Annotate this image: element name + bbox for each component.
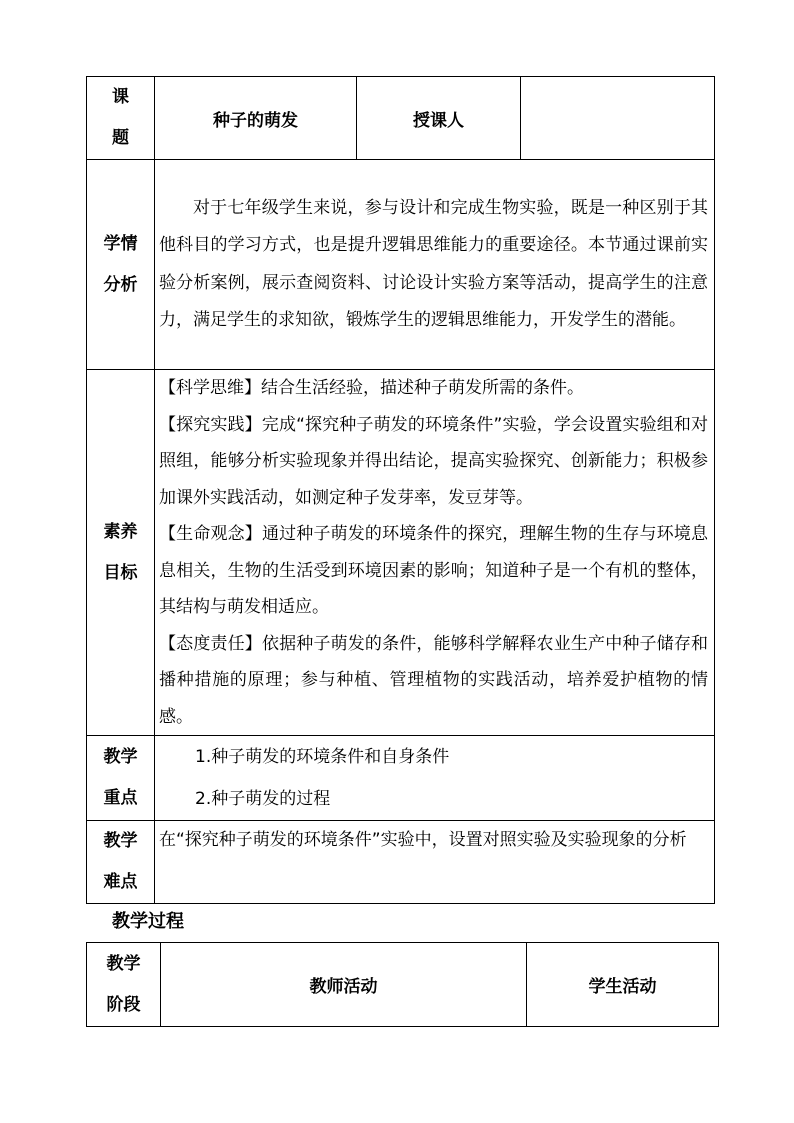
header-row xyxy=(87,77,715,160)
key-points-row xyxy=(87,736,715,821)
analysis-row xyxy=(87,160,715,370)
stage-label: 教学 阶段 xyxy=(87,943,161,1027)
goals-row xyxy=(87,370,715,736)
topic-value: 种子的萌发 xyxy=(155,77,357,160)
teacher-label: 授课人 xyxy=(357,77,521,160)
goal-scientific-thinking: 【科学思维】结合生活经验，描述种子萌发所需的条件。 xyxy=(159,378,584,398)
process-title: 教学过程 xyxy=(112,911,184,932)
lesson-plan-table xyxy=(86,76,715,904)
goal-attitude-responsibility: 【态度责任】依据种子萌发的条件，能够科学解释农业生产中种子储存和播种措施的原理；参与种植、管理植物的实践活动，培养爱护植物的情感。 xyxy=(159,633,708,727)
goals-label: 素养 目标 xyxy=(87,370,155,736)
analysis-cell xyxy=(155,160,715,370)
key-points-cell xyxy=(155,736,715,821)
process-header-row xyxy=(87,943,719,1027)
key-points-label: 教学 重点 xyxy=(87,736,155,821)
key-point-item: 2.种子萌发的过程 xyxy=(195,789,331,809)
goal-inquiry-practice: 【探究实践】完成“探究种子萌发的环境条件”实验，学会设置实验组和对照组，能够分析实验现象并得出结论，提高实验探究、创新能力；积极参加课外实践活动，如测定种子发芽率，发豆芽等。 xyxy=(159,414,708,508)
teacher-value xyxy=(521,77,715,160)
goal-life-concept: 【生命观念】通过种子萌发的环境条件的探究，理解生物的生存与环境息息相关，生物的生活受到环境因素的影响；知道种子是一个有机的整体，其结构与萌发相适应。 xyxy=(159,524,708,617)
analysis-label: 学情 分析 xyxy=(87,160,155,370)
difficulties-label: 教学 难点 xyxy=(87,821,155,904)
goals-cell xyxy=(155,370,715,736)
topic-label: 课 题 xyxy=(87,77,155,160)
teacher-activity-header: 教师活动 xyxy=(161,943,527,1027)
difficulties-row xyxy=(87,821,715,904)
key-point-item: 1.种子萌发的环境条件和自身条件 xyxy=(195,747,450,767)
process-table xyxy=(86,942,719,1027)
difficulties-text: 在“探究种子萌发的环境条件”实验中，设置对照实验及实验现象的分析 xyxy=(159,830,687,850)
difficulties-cell xyxy=(155,821,715,904)
student-activity-header: 学生活动 xyxy=(527,943,719,1027)
analysis-text: 对于七年级学生来说，参与设计和完成生物实验，既是一种区别于其他科目的学习方式，也是提升逻辑思维能力的重要途径。本节通过课前实验分析案例，展示查阅资料、讨论设计实验方案等活动，提高学生的注意力，满足学生的求知欲，锻炼学生的逻辑思维能力，开发学生的潜能。 xyxy=(159,197,708,330)
